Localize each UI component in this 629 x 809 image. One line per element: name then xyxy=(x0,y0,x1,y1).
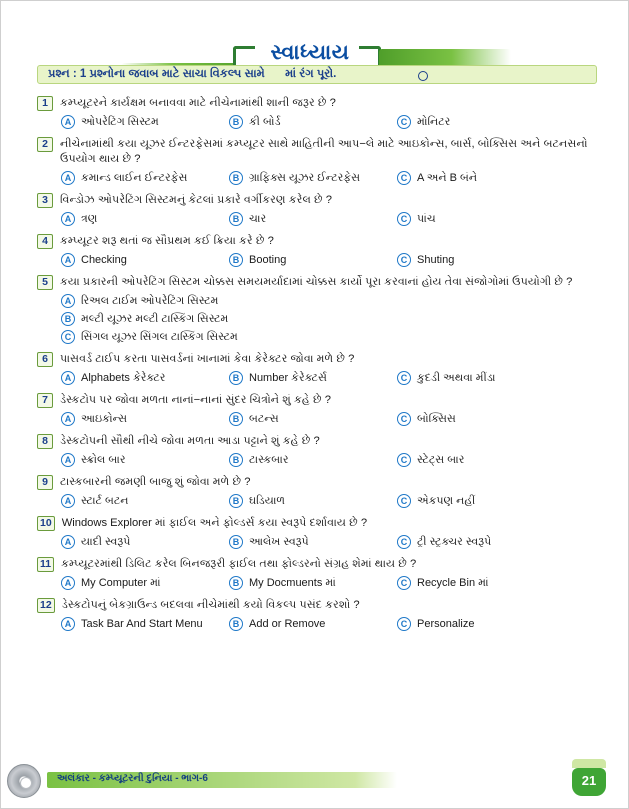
question-row xyxy=(37,513,617,532)
option-group xyxy=(37,368,617,389)
option-group xyxy=(37,168,617,189)
option-c[interactable] xyxy=(397,535,587,549)
option-group xyxy=(37,112,617,133)
option-label: મલ્ટી યૂઝર મલ્ટી ટાસ્કિંગ સિસ્ટમ xyxy=(81,312,229,325)
option-label: Add or Remove xyxy=(249,618,326,630)
option-bubble-icon[interactable]: A xyxy=(61,412,75,426)
question-number: 10 xyxy=(37,516,55,531)
option-label: Booting xyxy=(249,254,287,266)
option-label: એકપણ નહીં xyxy=(417,494,476,507)
option-a[interactable] xyxy=(61,212,229,226)
option-c[interactable] xyxy=(397,171,587,185)
page-title: સ્વાધ્યાય xyxy=(270,41,350,64)
option-bubble-icon[interactable]: A xyxy=(61,617,75,631)
instruction-text xyxy=(48,68,336,81)
option-bubble-icon[interactable]: A xyxy=(61,115,75,129)
question-row xyxy=(37,390,617,409)
question-text: કમ્પ્યૂટર શરૂ થતાં જ સૌપ્રથમ કઈ ક્રિયા કરે છે ? xyxy=(60,235,274,247)
question-item xyxy=(37,231,617,271)
option-label: સ્ટાર્ટ બટન xyxy=(81,494,129,507)
question-number: 2 xyxy=(37,137,53,152)
question-number: 3 xyxy=(37,193,53,208)
question-row xyxy=(37,190,617,209)
option-bubble-icon[interactable]: C xyxy=(397,171,411,185)
instruction-text-after: માં રંગ પૂરો. xyxy=(285,68,337,80)
question-row xyxy=(37,134,617,168)
option-bubble-icon[interactable]: A xyxy=(61,371,75,385)
question-row xyxy=(37,231,617,250)
question-number: 7 xyxy=(37,393,53,408)
question-number: 12 xyxy=(37,598,55,613)
option-label: બટન્સ xyxy=(249,412,279,425)
option-bubble-icon[interactable]: C xyxy=(397,253,411,267)
option-label: સ્ક્રોલ બાર xyxy=(81,453,126,466)
footer-caption: અલંકાર - કમ્પ્યૂટરની દુનિયા - ભાગ-6 xyxy=(57,773,208,784)
question-item xyxy=(37,554,617,594)
question-item xyxy=(37,272,617,348)
question-list xyxy=(37,93,617,636)
option-label: Personalize xyxy=(417,618,475,630)
option-label: યાદી સ્વરૂપે xyxy=(81,535,131,548)
option-bubble-icon[interactable]: C xyxy=(397,535,411,549)
option-bubble-icon[interactable]: B xyxy=(229,253,243,267)
question-number: 11 xyxy=(37,557,54,572)
option-bubble-icon[interactable]: C xyxy=(397,453,411,467)
page-number-badge: 21 xyxy=(572,768,606,796)
option-bubble-icon[interactable]: C xyxy=(397,576,411,590)
option-label: આલેખ સ્વરૂપે xyxy=(249,535,309,548)
option-group xyxy=(37,409,617,430)
option-label: A અને B બંને xyxy=(417,171,478,184)
option-label: Recycle Bin માં xyxy=(417,576,489,589)
option-label: Alphabets કેરેક્ટર xyxy=(81,371,166,384)
option-bubble-icon[interactable]: C xyxy=(61,330,75,344)
option-b[interactable] xyxy=(229,535,397,549)
option-c[interactable] xyxy=(397,453,587,467)
option-bubble-icon[interactable]: C xyxy=(397,412,411,426)
page-header xyxy=(1,19,629,63)
option-label: સ્ટેટ્સ બાર xyxy=(417,453,465,466)
question-text: ડેસ્કટોપ પર જોવા મળતા નાનાં−નાનાં સુંદર ચિત્રોને શું કહે છે ? xyxy=(60,394,331,406)
option-label: કી બોર્ડ xyxy=(249,115,281,128)
option-c[interactable] xyxy=(397,115,587,129)
question-number: 1 xyxy=(37,96,53,111)
option-label: ત્રણ xyxy=(81,212,98,225)
option-group xyxy=(37,209,617,230)
option-a[interactable] xyxy=(61,576,229,590)
instruction-bar xyxy=(37,65,597,84)
question-item xyxy=(37,93,617,133)
option-bubble-icon[interactable]: C xyxy=(397,494,411,508)
question-text: ડેસ્કટોપનું બેકગ્રાઉન્ડ બદલવા નીચેમાંથી કયો વિકલ્પ પસંદ કરશો ? xyxy=(61,599,360,611)
question-row xyxy=(37,93,617,112)
question-text: કમ્પ્યૂટરમાંથી ડિલિટ કરેલ બિનજરૂરી ફાઈલ તથા ફોલ્ડરનો સંગ્રહ શેમાં થાય છે ? xyxy=(61,558,417,570)
option-label: ચાર xyxy=(249,212,267,225)
option-bubble-icon[interactable]: C xyxy=(397,617,411,631)
question-row xyxy=(37,349,617,368)
option-a[interactable] xyxy=(61,494,229,508)
option-b[interactable] xyxy=(229,453,397,467)
question-number: 6 xyxy=(37,352,53,367)
option-label: ઘડિયાળ xyxy=(249,494,285,507)
option-label: Task Bar And Start Menu xyxy=(81,618,203,630)
page-badge-tab xyxy=(572,759,606,768)
option-label: સિંગલ યૂઝર સિંગલ ટાસ્કિંગ સિસ્ટમ xyxy=(81,330,238,343)
option-b[interactable] xyxy=(229,253,397,267)
question-row xyxy=(37,595,617,614)
question-number: 5 xyxy=(37,275,53,290)
option-c[interactable] xyxy=(61,330,361,344)
option-label: કમાન્ડ લાઈન ઈન્ટરફેસ xyxy=(81,171,188,184)
option-c[interactable] xyxy=(397,494,587,508)
option-b[interactable] xyxy=(229,371,397,385)
option-group xyxy=(37,291,617,348)
option-bubble-icon[interactable]: A xyxy=(61,453,75,467)
fill-circle-icon xyxy=(418,71,428,81)
option-a[interactable] xyxy=(61,171,229,185)
option-bubble-icon[interactable]: A xyxy=(61,212,75,226)
option-label: ગ્રાફિક્સ યૂઝર ઈન્ટરફેસ xyxy=(249,171,361,184)
option-label: My Computer માં xyxy=(81,576,161,589)
option-bubble-icon[interactable]: A xyxy=(61,253,75,267)
option-bubble-icon[interactable]: C xyxy=(397,115,411,129)
option-label: ઓપરેટિંગ સિસ્ટમ xyxy=(81,115,159,128)
option-group xyxy=(37,614,617,635)
option-b[interactable] xyxy=(229,115,397,129)
option-group xyxy=(37,491,617,512)
option-bubble-icon[interactable]: B xyxy=(229,617,243,631)
option-a[interactable] xyxy=(61,453,229,467)
option-bubble-icon[interactable]: B xyxy=(229,115,243,129)
option-c[interactable] xyxy=(397,617,587,631)
option-bubble-icon[interactable]: B xyxy=(229,412,243,426)
question-text: કમ્પ્યૂટરને કાર્યક્ષમ બનાવવા માટે નીચેનામાંથી શાની જરૂર છે ? xyxy=(60,97,336,109)
option-c[interactable] xyxy=(397,576,587,590)
option-a[interactable] xyxy=(61,253,229,267)
option-a[interactable] xyxy=(61,535,229,549)
option-label: ટ્રી સ્ટ્રક્ચર સ્વરૂપે xyxy=(417,535,492,548)
option-a[interactable] xyxy=(61,294,361,308)
option-group xyxy=(37,573,617,594)
option-bubble-icon[interactable]: B xyxy=(229,494,243,508)
footer xyxy=(31,772,611,790)
option-label: Shuting xyxy=(417,254,455,266)
option-bubble-icon[interactable]: B xyxy=(229,535,243,549)
option-group xyxy=(37,450,617,471)
question-item xyxy=(37,390,617,430)
question-number: 4 xyxy=(37,234,53,249)
question-item xyxy=(37,472,617,512)
option-bubble-icon[interactable]: B xyxy=(229,171,243,185)
option-a[interactable] xyxy=(61,412,229,426)
option-bubble-icon[interactable]: B xyxy=(229,212,243,226)
option-label: Number કેરેક્ટર્સ xyxy=(249,371,327,384)
option-bubble-icon[interactable]: C xyxy=(397,212,411,226)
option-label: પાંચ xyxy=(417,212,436,225)
option-bubble-icon[interactable]: A xyxy=(61,294,75,308)
question-text: ટાસ્કબારની જમણી બાજુ શું જોવા મળે છે ? xyxy=(60,476,251,488)
question-row xyxy=(37,554,617,573)
option-group xyxy=(37,250,617,271)
option-bubble-icon[interactable]: B xyxy=(229,371,243,385)
question-item xyxy=(37,190,617,230)
option-label: ટાસ્કબાર xyxy=(249,453,289,466)
option-bubble-icon[interactable]: A xyxy=(61,171,75,185)
option-label: આઇકોન્સ xyxy=(81,412,128,425)
option-a[interactable] xyxy=(61,617,229,631)
question-item xyxy=(37,134,617,189)
question-item xyxy=(37,513,617,553)
option-b[interactable] xyxy=(229,212,397,226)
option-a[interactable] xyxy=(61,371,229,385)
option-b[interactable] xyxy=(229,494,397,508)
question-row xyxy=(37,431,617,450)
instruction-text-before: પ્રશ્ન : 1 પ્રશ્નોના જવાબ માટે સાચા વિકલ્પ સામે xyxy=(48,68,265,80)
question-text: વિન્ડોઝ ઓપરેટિંગ સિસ્ટમનું કેટલાં પ્રકારે વર્ગીકરણ કરેલ છે ? xyxy=(60,194,333,206)
question-item xyxy=(37,595,617,635)
option-label: My Docmuents માં xyxy=(249,576,336,589)
question-item xyxy=(37,349,617,389)
option-bubble-icon[interactable]: B xyxy=(61,312,75,326)
question-text: પાસવર્ડ ટાઈપ કરતા પાસવર્ડનાં ખાનામાં કેવા કેરેક્ટર જોવા મળે છે ? xyxy=(60,353,355,365)
option-label: કુદડી અથવા મીંડા xyxy=(417,371,496,384)
question-text: Windows Explorer માં ફાઈલ અને ફોલ્ડર્સ કયા સ્વરૂપે દર્શાવાય છે ? xyxy=(61,517,368,529)
option-bubble-icon[interactable]: A xyxy=(61,576,75,590)
option-label: બોક્સિસ xyxy=(417,412,456,425)
question-text: કયા પ્રકારની ઓપરેટિંગ સિસ્ટમ ચોક્કસ સમયમર્યાદામાં ચોક્કસ કાર્યો પૂરા કરવાનાં હોય તેવા સંજોગોમાં ઉપયોગી છે ? xyxy=(60,276,573,288)
option-bubble-icon[interactable]: B xyxy=(229,453,243,467)
option-bubble-icon[interactable]: A xyxy=(61,494,75,508)
option-bubble-icon[interactable]: B xyxy=(229,576,243,590)
question-row xyxy=(37,272,617,291)
option-b[interactable] xyxy=(229,412,397,426)
option-label: રિઅલ ટાઈમ ઓપરેટિંગ સિસ્ટમ xyxy=(81,294,219,307)
option-b[interactable] xyxy=(229,617,397,631)
question-text: ડેસ્કટોપની સૌથી નીચે જોવા મળતા આડા પટ્ટાને શું કહે છે ? xyxy=(60,435,320,447)
option-c[interactable] xyxy=(397,412,587,426)
option-b[interactable] xyxy=(229,171,397,185)
option-c[interactable] xyxy=(397,371,587,385)
option-label: મોનિટર xyxy=(417,115,451,128)
option-c[interactable] xyxy=(397,253,587,267)
option-b[interactable] xyxy=(61,312,361,326)
option-a[interactable] xyxy=(61,115,229,129)
question-item xyxy=(37,431,617,471)
option-label: Checking xyxy=(81,254,127,266)
question-text: નીચેનામાંથી કયા યૂઝર ઈન્ટરફેસમાં કમ્પ્યૂટર સાથે માહિતીની આપ−લે માટે આઇકોન્સ, બાર્સ, બોક્સિસ અને બટનસનો ઉપયોગ થાય છે ? xyxy=(60,138,588,165)
question-number: 9 xyxy=(37,475,53,490)
question-number: 8 xyxy=(37,434,53,449)
option-group xyxy=(37,532,617,553)
option-b[interactable] xyxy=(229,576,397,590)
option-bubble-icon[interactable]: C xyxy=(397,371,411,385)
option-c[interactable] xyxy=(397,212,587,226)
option-bubble-icon[interactable]: A xyxy=(61,535,75,549)
question-row xyxy=(37,472,617,491)
